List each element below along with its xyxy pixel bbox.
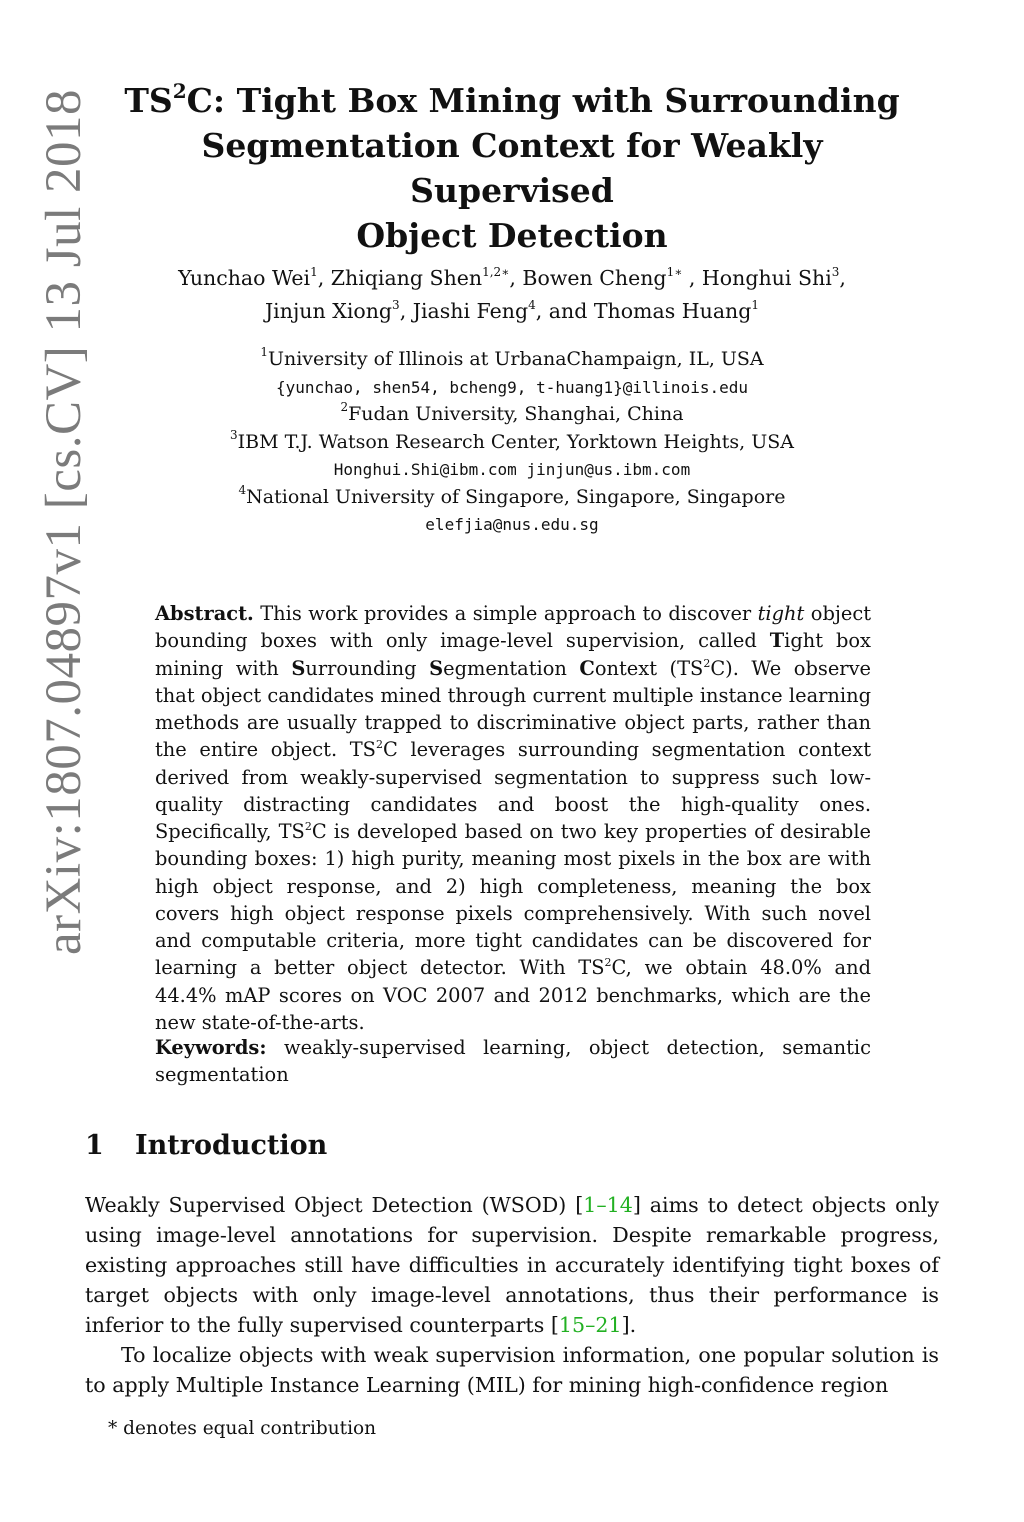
affiliations [100, 346, 924, 539]
section-heading [85, 1130, 327, 1161]
author-list [100, 262, 924, 328]
author-name: Jinjun Xiong [264, 299, 393, 323]
author-name: Zhiqiang Shen [330, 266, 483, 290]
author-name: Honghui Shi [701, 266, 832, 290]
abstract: Abstract. This work provides a simple approach to discover tight object bounding boxes with only image-level supervision, called Tight box mining with Surrounding Segmentation Context $(TS^2C)$. We observe that object candidates mined through current multiple instance learning methods are usually trapped to discriminative object parts, rather than the entire object. $TS^2C$ leverages surrounding segmentation context derived from weakly-supervised segmentation to suppress such low-quality distracting candidates and boost the high-quality ones. Specifically, $TS^2C$ is developed based on two key properties of desirable bounding boxes: 1) high purity, meaning most pixels in the box are with high object response, and 2) high completeness, meaning the box covers high object response pixels comprehensively. With such novel and computable criteria, more tight candidates can be discovered for learning a better object detector. With $TS^2C$, we obtain 48.0% and 44.4% mAP scores on VOC 2007 and 2012 benchmarks, which are the new state-of-the-arts. [155, 602, 872, 1034]
affiliation-4: $^4$National University of Singapore, Singapore, Singapore [238, 482, 786, 508]
affiliation-2: $^2$Fudan University, Shanghai, China [340, 400, 684, 425]
email-1: {yunchao, shen54, bcheng9, t-huang1}@illinois.edu [275, 377, 748, 397]
abstract-label: Abstract. [155, 602, 254, 625]
footnote: * denotes equal contribution [108, 1418, 377, 1439]
author-name: Yunchao Wei [178, 266, 311, 290]
affiliation-1: $^1$University of Illinois at UrbanaChampaign, IL, USA [260, 345, 764, 370]
email-3: Honghui.Shi@ibm.com jinjun@us.ibm.com [333, 460, 691, 479]
author-line-2: Jinjun Xiong$^3$, Jiashi Feng$^4$, and Thomas Huang$^1$ [264, 298, 760, 323]
section-number: 1 [85, 1130, 104, 1161]
citation-link[interactable]: 1–14 [583, 1193, 633, 1217]
author-name: Thomas Huang [593, 299, 752, 323]
title-line-2: Segmentation Context for Weakly Supervised [201, 126, 823, 210]
keywords: Keywords: weakly-supervised learning, object detection, semantic segmentation [155, 1036, 871, 1087]
section-title: Introduction [135, 1130, 328, 1161]
citation-link[interactable]: 15–21 [558, 1313, 622, 1337]
author-line-1: Yunchao Wei$^1$, Zhiqiang Shen$^{1,2∗}$, Bowen Cheng$^{1∗}$ , Honghui Shi$^3$, [178, 265, 846, 290]
affiliation-3: $^3$IBM T.J. Watson Research Center, Yorktown Heights, USA [230, 427, 794, 453]
title-line-3: Object Detection [356, 216, 668, 255]
title-line-1: $TS^2C$: Tight Box Mining with Surrounding [124, 79, 900, 120]
author-name: Bowen Cheng [522, 266, 667, 290]
arxiv-id: arXiv:1807.04897v1 [cs.CV] 13 Jul 2018 [36, 88, 93, 956]
paragraph: To localize objects with weak supervision information, one popular solution is to apply Multiple Instance Learning (MIL) for mining high-confidence region [85, 1343, 939, 1397]
keywords-label: Keywords: [155, 1036, 267, 1059]
introduction-text [85, 1190, 939, 1400]
paragraph: Weakly Supervised Object Detection (WSOD) [1–14] aims to detect objects only using image-level annotations for supervision. Despite remarkable progress, existing approaches still have difficulties in accurately identifying tight boxes of target objects with only image-level annotations, thus their performance is inferior to the fully supervised counterparts [15–21]. [85, 1193, 939, 1337]
arxiv-sidebar [34, 88, 94, 956]
email-4: elefjia@nus.edu.sg [425, 515, 599, 534]
author-name: Jiashi Feng [412, 299, 529, 323]
paper-title [100, 78, 924, 258]
